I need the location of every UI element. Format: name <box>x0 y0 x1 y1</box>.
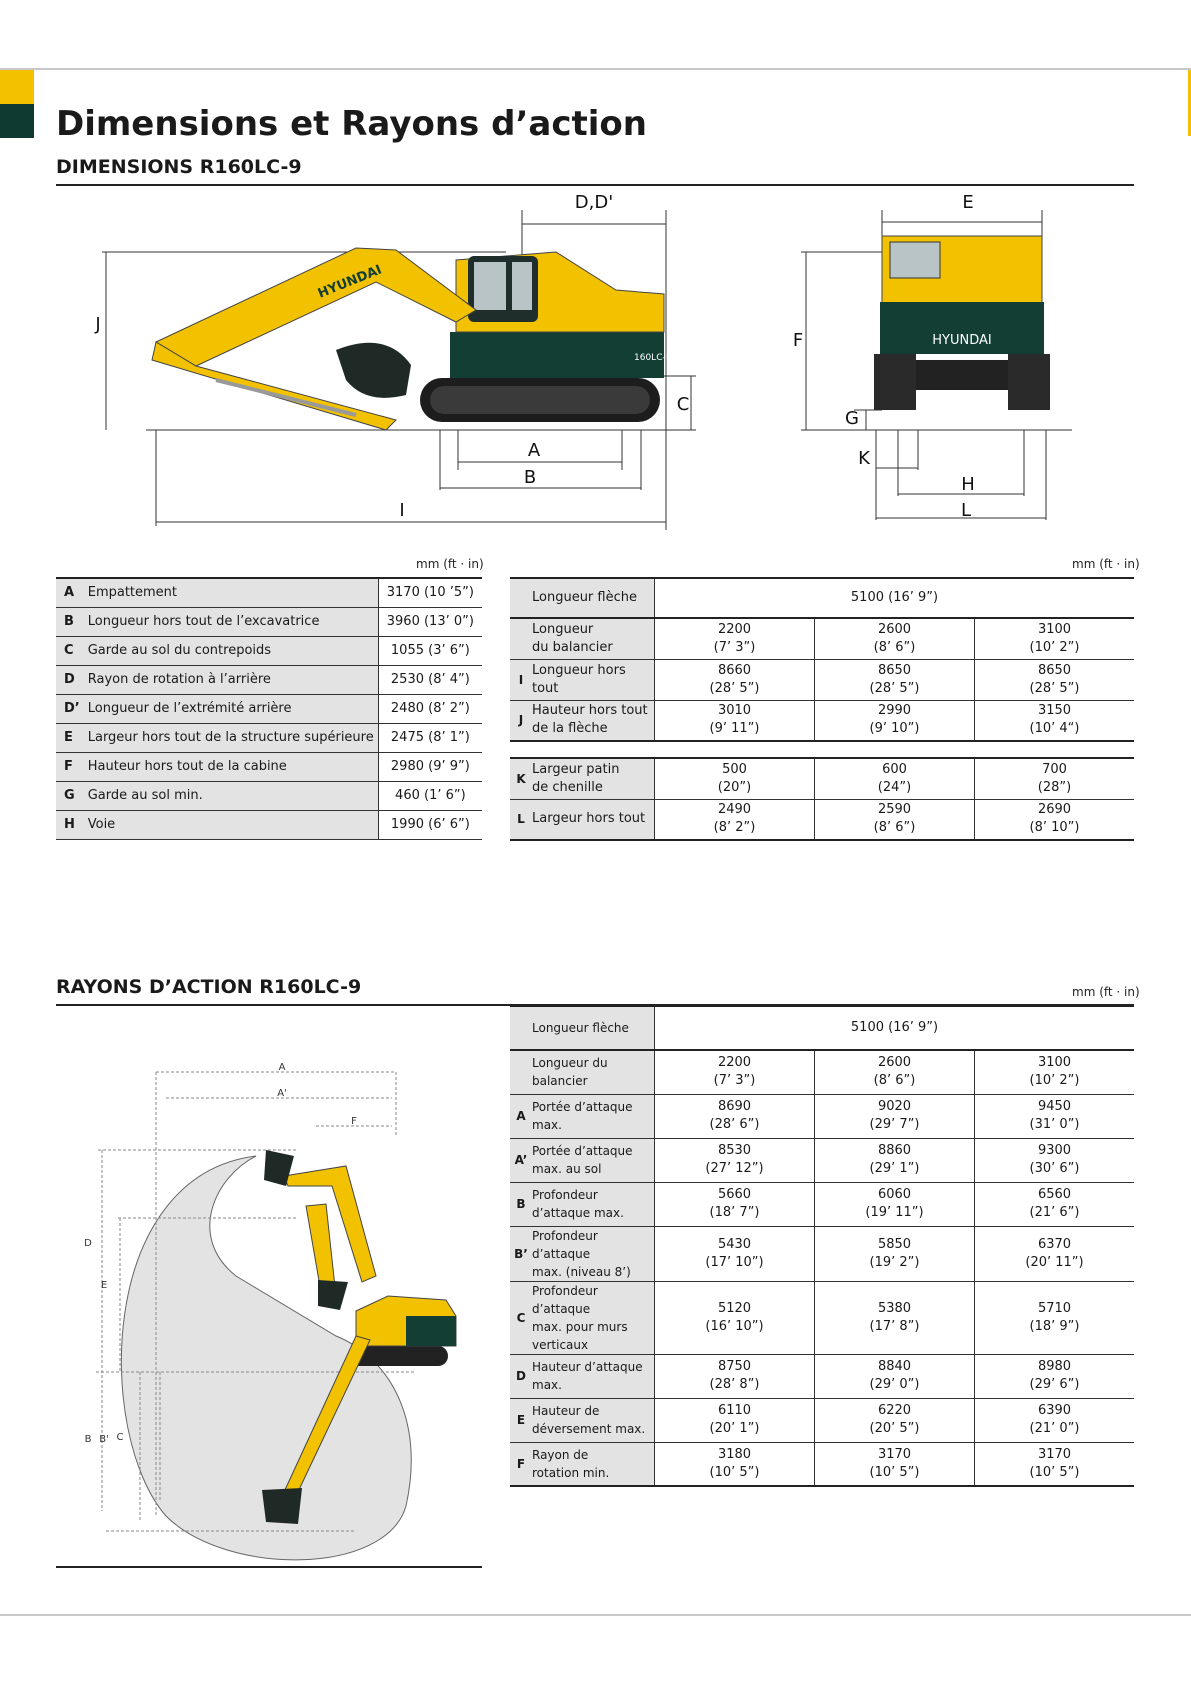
row-cell <box>815 1182 975 1226</box>
row-label-line1: Hauteur d’attaque max. <box>532 1360 643 1392</box>
cell-metric: 3100 <box>1037 1055 1072 1071</box>
row-key: D <box>510 1354 528 1398</box>
cell-imperial: (10’ 4“) <box>1029 721 1080 737</box>
work-range-bottom-rule <box>56 1566 482 1568</box>
dimensions-diagram <box>56 190 1134 535</box>
row-label-line1: Hauteur de <box>532 1404 600 1418</box>
cell-metric: 5430 <box>717 1236 752 1252</box>
table-row <box>510 1281 1134 1354</box>
cell-metric: 8750 <box>717 1359 752 1374</box>
work-range-table <box>510 1005 1134 1487</box>
cell-imperial: (28”) <box>1037 779 1072 795</box>
row-key: G <box>56 781 84 810</box>
row-cell <box>975 618 1135 659</box>
table-row <box>510 659 1134 700</box>
row-label-line1: Largeur hors tout <box>532 811 646 827</box>
cell-metric: 8530 <box>717 1143 752 1158</box>
yellow-tab-marker <box>0 70 34 104</box>
cell-metric: 3170 <box>1037 1446 1072 1462</box>
row-label: Longueur hors tout de l’excavatrice <box>84 607 379 636</box>
row-label-line1: Portée d’attaque max. <box>532 1100 633 1132</box>
row-cell <box>655 758 815 799</box>
label-c: C <box>676 394 690 415</box>
row-label: Hauteur hors tout de la cabine <box>84 752 379 781</box>
cell-imperial: (17’ 8”) <box>869 1318 920 1334</box>
row-cell <box>815 1094 975 1138</box>
cell-metric: 5120 <box>717 1300 752 1316</box>
cell-imperial: (10’ 5”) <box>869 1464 920 1480</box>
row-cell <box>815 1442 975 1486</box>
cell-metric: 8860 <box>877 1143 912 1158</box>
row-cell <box>815 618 975 659</box>
wr-label-f: F <box>351 1116 357 1127</box>
row-cell <box>975 1442 1135 1486</box>
table-row <box>56 607 482 636</box>
table-row <box>56 723 482 752</box>
row-label <box>528 1442 655 1486</box>
row-label <box>528 758 655 799</box>
wr-boom-length-label: Longueur flèche <box>528 1006 655 1050</box>
row-cell <box>815 659 975 700</box>
row-key: E <box>56 723 84 752</box>
label-j: J <box>95 314 101 335</box>
row-label: Largeur hors tout de la structure supérieure <box>84 723 379 752</box>
row-label-line1: Profondeur d’attaque <box>532 1228 598 1261</box>
dimensions-heading: DIMENSIONS R160LC-9 <box>56 156 302 178</box>
row-key: D <box>56 665 84 694</box>
cell-metric: 3100 <box>1037 621 1072 637</box>
cell-metric: 2200 <box>717 1055 752 1071</box>
cell-imperial: (20’ 1”) <box>709 1421 760 1436</box>
row-cell <box>815 758 975 799</box>
cell-metric: 3180 <box>717 1446 752 1462</box>
cell-metric: 2200 <box>717 621 752 637</box>
cell-imperial: (28’ 5”) <box>869 680 920 696</box>
row-label <box>528 799 655 840</box>
row-value: 2480 (8’ 2”) <box>378 694 482 723</box>
table-row <box>56 781 482 810</box>
row-value: 3170 (10 ’5”) <box>378 578 482 607</box>
row-label <box>528 659 655 700</box>
cell-metric: 2690 <box>1037 802 1072 818</box>
table-row <box>510 618 1134 659</box>
row-key: B <box>510 1182 528 1226</box>
cell-metric: 2990 <box>877 703 912 719</box>
table-row <box>510 700 1134 741</box>
cell-metric: 9300 <box>1037 1143 1072 1158</box>
row-cell <box>815 1281 975 1354</box>
row-value: 3960 (13’ 0”) <box>378 607 482 636</box>
row-label <box>528 1050 655 1094</box>
row-label <box>528 1398 655 1442</box>
row-cell <box>655 1442 815 1486</box>
cell-imperial: (17’ 10”) <box>705 1254 764 1270</box>
cell-metric: 500 <box>722 761 747 777</box>
row-label <box>528 1182 655 1226</box>
excavator-side-illustration <box>152 248 664 430</box>
row-key <box>510 1050 528 1094</box>
cell-imperial: (8’ 2”) <box>713 820 756 836</box>
cell-imperial: (10’ 2”) <box>1029 1073 1080 1089</box>
row-key: F <box>56 752 84 781</box>
row-key: J <box>510 700 528 741</box>
row-key: A <box>56 578 84 607</box>
cell-metric: 3170 <box>877 1446 912 1462</box>
table-row <box>56 578 482 607</box>
row-cell <box>975 1094 1135 1138</box>
cell-metric: 700 <box>1042 761 1067 777</box>
cell-imperial: (8’ 6”) <box>873 1073 916 1089</box>
row-label-line1: Profondeur <box>532 1188 598 1202</box>
unit-label-left: mm (ft · in) <box>416 557 484 571</box>
row-label: Longueur de l’extrémité arrière <box>84 694 379 723</box>
model-badge: 160LC-9 <box>634 353 672 363</box>
row-cell <box>655 1398 815 1442</box>
excavator-rear-illustration <box>874 236 1050 410</box>
row-cell <box>975 1398 1135 1442</box>
row-cell <box>975 799 1135 840</box>
row-key: H <box>56 810 84 839</box>
row-value: 2530 (8’ 4”) <box>378 665 482 694</box>
row-key: A <box>510 1094 528 1138</box>
cell-imperial: (19’ 2”) <box>869 1254 920 1270</box>
table-row <box>510 1354 1134 1398</box>
table-row <box>510 1226 1134 1281</box>
wr-label-b2: B' <box>99 1434 109 1445</box>
cell-metric: 9450 <box>1037 1099 1072 1114</box>
cell-imperial: (8’ 6”) <box>873 820 916 836</box>
row-cell <box>655 799 815 840</box>
cell-metric: 3010 <box>717 703 752 719</box>
wr-label-c: C <box>116 1432 124 1443</box>
row-key: F <box>510 1442 528 1486</box>
wr-label-a2: A' <box>277 1088 287 1099</box>
row-label-line1: Portée d’attaque <box>532 1144 633 1158</box>
row-key: L <box>510 799 528 840</box>
row-value: 460 (1’ 6”) <box>378 781 482 810</box>
bottom-divider <box>0 1614 1191 1616</box>
row-label-line2: rotation min. <box>532 1465 610 1480</box>
unit-label-right: mm (ft · in) <box>1072 557 1140 571</box>
wr-boom-length-value: 5100 (16’ 9”) <box>655 1006 1135 1050</box>
cell-imperial: (18’ 7”) <box>709 1205 760 1220</box>
label-l: L <box>960 500 972 521</box>
cell-imperial: (20’ 11”) <box>1025 1254 1084 1270</box>
cell-metric: 5710 <box>1037 1300 1072 1316</box>
track-table <box>510 757 1134 841</box>
row-cell <box>655 1094 815 1138</box>
row-label-line2: max. pour murs verticaux <box>532 1319 628 1352</box>
row-key: C <box>510 1281 528 1354</box>
label-dd: D,D' <box>574 192 614 213</box>
row-label-line2: max. au sol <box>532 1162 602 1176</box>
label-k: K <box>858 448 870 469</box>
row-key: D’ <box>56 694 84 723</box>
cell-imperial: (21’ 0”) <box>1029 1421 1080 1436</box>
row-label-line1: Hauteur hors tout <box>532 703 648 719</box>
row-label: Rayon de rotation à l’arrière <box>84 665 379 694</box>
cell-imperial: (10’ 2”) <box>1029 639 1080 655</box>
wr-label-a: A <box>278 1062 286 1073</box>
row-label-line2: d’attaque max. <box>532 1206 624 1220</box>
cell-imperial: (28’ 8”) <box>709 1377 760 1392</box>
cell-imperial: (7’ 3”) <box>713 1073 756 1089</box>
table-row <box>510 1182 1134 1226</box>
dimensions-heading-rule <box>56 184 1134 186</box>
cell-metric: 6220 <box>877 1403 912 1418</box>
cell-metric: 6060 <box>877 1187 912 1202</box>
row-label <box>528 700 655 741</box>
cell-metric: 8650 <box>1037 662 1072 678</box>
label-g: G <box>845 408 859 429</box>
row-label-line2: de chenille <box>532 779 603 795</box>
row-cell <box>655 1354 815 1398</box>
green-tab-marker <box>0 104 34 138</box>
row-cell <box>655 700 815 741</box>
table-row <box>510 799 1134 840</box>
row-key <box>510 618 528 659</box>
table-row <box>56 694 482 723</box>
cell-imperial: (20”) <box>717 779 752 795</box>
label-f: F <box>792 330 804 351</box>
cell-metric: 5380 <box>877 1300 912 1316</box>
cell-metric: 3150 <box>1037 703 1072 719</box>
row-cell <box>815 1138 975 1182</box>
cell-imperial: (19’ 11”) <box>865 1205 924 1220</box>
row-cell <box>655 1182 815 1226</box>
cell-metric: 2590 <box>877 802 912 818</box>
cell-imperial: (10’ 5”) <box>709 1464 760 1480</box>
row-cell <box>815 1354 975 1398</box>
row-key: I <box>510 659 528 700</box>
row-key: B <box>56 607 84 636</box>
cell-metric: 8980 <box>1037 1359 1072 1374</box>
row-cell <box>655 1138 815 1182</box>
row-cell <box>975 1281 1135 1354</box>
row-cell <box>975 1138 1135 1182</box>
cell-imperial: (16’ 10”) <box>705 1318 764 1334</box>
cell-metric: 5850 <box>877 1236 912 1252</box>
cell-imperial: (30’ 6”) <box>1029 1161 1080 1176</box>
cell-metric: 8840 <box>877 1359 912 1374</box>
cell-imperial: (20’ 5”) <box>869 1421 920 1436</box>
label-b: B <box>523 467 537 488</box>
table-row <box>510 1050 1134 1094</box>
table-row <box>56 810 482 839</box>
row-label: Garde au sol du contrepoids <box>84 636 379 665</box>
wr-label-e: E <box>100 1280 108 1291</box>
table-row <box>56 636 482 665</box>
table-row <box>510 1094 1134 1138</box>
brand-rear: HYUNDAI <box>932 333 992 348</box>
row-label-line2: de la flèche <box>532 721 608 737</box>
boom-table <box>510 577 1134 742</box>
row-key: E <box>510 1398 528 1442</box>
row-label-line1: Longueur <box>532 621 594 637</box>
cell-imperial: (28’ 6”) <box>709 1117 760 1132</box>
cell-metric: 2490 <box>717 802 752 818</box>
row-label <box>528 618 655 659</box>
cell-metric: 8660 <box>717 662 752 678</box>
row-label <box>528 1226 655 1281</box>
row-cell <box>655 1226 815 1281</box>
row-key: C <box>56 636 84 665</box>
cell-metric: 6370 <box>1037 1236 1072 1252</box>
cell-imperial: (29’ 0”) <box>869 1377 920 1392</box>
top-divider <box>0 68 1191 70</box>
row-cell <box>655 618 815 659</box>
dimensions-table <box>56 577 482 840</box>
cell-imperial: (18’ 9”) <box>1029 1318 1080 1334</box>
table-row <box>510 758 1134 799</box>
row-label-line2: déversement max. <box>532 1422 646 1436</box>
wr-label-b: B <box>84 1434 92 1445</box>
label-i: I <box>399 500 405 521</box>
row-label: Voie <box>84 810 379 839</box>
row-key: B’ <box>510 1226 528 1281</box>
label-a: A <box>527 440 541 461</box>
row-cell <box>975 700 1135 741</box>
row-label: Empattement <box>84 578 379 607</box>
cell-imperial: (9’ 11”) <box>709 721 760 737</box>
row-cell <box>815 1398 975 1442</box>
row-cell <box>815 1226 975 1281</box>
row-cell <box>975 1226 1135 1281</box>
cell-imperial: (29’ 6”) <box>1029 1377 1080 1392</box>
row-label-line2: du balancier <box>532 639 613 655</box>
row-label-line2: max. (niveau 8’) <box>532 1264 631 1279</box>
table-row <box>510 1138 1134 1182</box>
cell-metric: 6390 <box>1037 1403 1072 1418</box>
boom-length-value: 5100 (16’ 9”) <box>655 578 1135 618</box>
row-label <box>528 1138 655 1182</box>
cell-metric: 600 <box>882 761 907 777</box>
table-row <box>56 752 482 781</box>
row-label-line1: Largeur patin <box>532 761 620 777</box>
cell-imperial: (31’ 0”) <box>1029 1117 1080 1132</box>
cell-metric: 8650 <box>877 662 912 678</box>
cell-metric: 2600 <box>877 621 912 637</box>
cell-metric: 8690 <box>717 1099 752 1114</box>
cell-imperial: (28’ 5”) <box>709 680 760 696</box>
cell-metric: 9020 <box>877 1099 912 1114</box>
row-label <box>528 1281 655 1354</box>
row-label-line1: Longueur hors tout <box>532 662 626 696</box>
row-cell <box>655 1050 815 1094</box>
row-cell <box>975 758 1135 799</box>
row-value: 2475 (8’ 1”) <box>378 723 482 752</box>
cell-imperial: (8’ 6”) <box>873 639 916 655</box>
work-range-unit: mm (ft · in) <box>1072 985 1140 999</box>
row-label-line1: Profondeur d’attaque <box>532 1283 598 1316</box>
work-range-heading: RAYONS D’ACTION R160LC-9 <box>56 976 362 998</box>
row-key: K <box>510 758 528 799</box>
label-e: E <box>962 192 974 213</box>
row-cell <box>815 700 975 741</box>
boom-length-label: Longueur flèche <box>528 578 655 618</box>
row-label <box>528 1354 655 1398</box>
cell-imperial: (9’ 10”) <box>869 721 920 737</box>
cell-imperial: (29’ 7”) <box>869 1117 920 1132</box>
row-label-line1: Longueur du balancier <box>532 1056 608 1089</box>
row-label: Garde au sol min. <box>84 781 379 810</box>
row-value: 1990 (6’ 6”) <box>378 810 482 839</box>
label-h: H <box>961 474 975 495</box>
row-cell <box>815 1050 975 1094</box>
row-cell <box>975 1050 1135 1094</box>
row-cell <box>975 1182 1135 1226</box>
table-row <box>56 665 482 694</box>
row-value: 1055 (3’ 6”) <box>378 636 482 665</box>
cell-imperial: (28’ 5”) <box>1029 680 1080 696</box>
table-row <box>510 1398 1134 1442</box>
row-cell <box>975 659 1135 700</box>
wr-label-d: D <box>84 1238 92 1249</box>
row-key: A’ <box>510 1138 528 1182</box>
row-cell <box>655 659 815 700</box>
row-value: 2980 (9’ 9”) <box>378 752 482 781</box>
work-range-diagram <box>56 1056 482 1576</box>
cell-imperial: (27’ 12”) <box>705 1161 764 1176</box>
cell-imperial: (21’ 6”) <box>1029 1205 1080 1220</box>
cell-imperial: (29’ 1”) <box>869 1161 920 1176</box>
page-title: Dimensions et Rayons d’action <box>56 104 647 144</box>
cell-metric: 6560 <box>1037 1187 1072 1202</box>
table-row <box>510 1442 1134 1486</box>
row-label <box>528 1094 655 1138</box>
cell-metric: 6110 <box>717 1403 752 1418</box>
cell-imperial: (10’ 5”) <box>1029 1464 1080 1480</box>
cell-imperial: (8’ 10”) <box>1029 820 1080 836</box>
cell-imperial: (24”) <box>877 779 912 795</box>
row-cell <box>975 1354 1135 1398</box>
brand-side: HYUNDAI <box>315 262 385 302</box>
cell-metric: 2600 <box>877 1055 912 1071</box>
cell-metric: 5660 <box>717 1187 752 1202</box>
row-cell <box>655 1281 815 1354</box>
cell-imperial: (7’ 3”) <box>713 639 756 655</box>
row-label-line1: Rayon de <box>532 1447 589 1462</box>
row-cell <box>815 799 975 840</box>
